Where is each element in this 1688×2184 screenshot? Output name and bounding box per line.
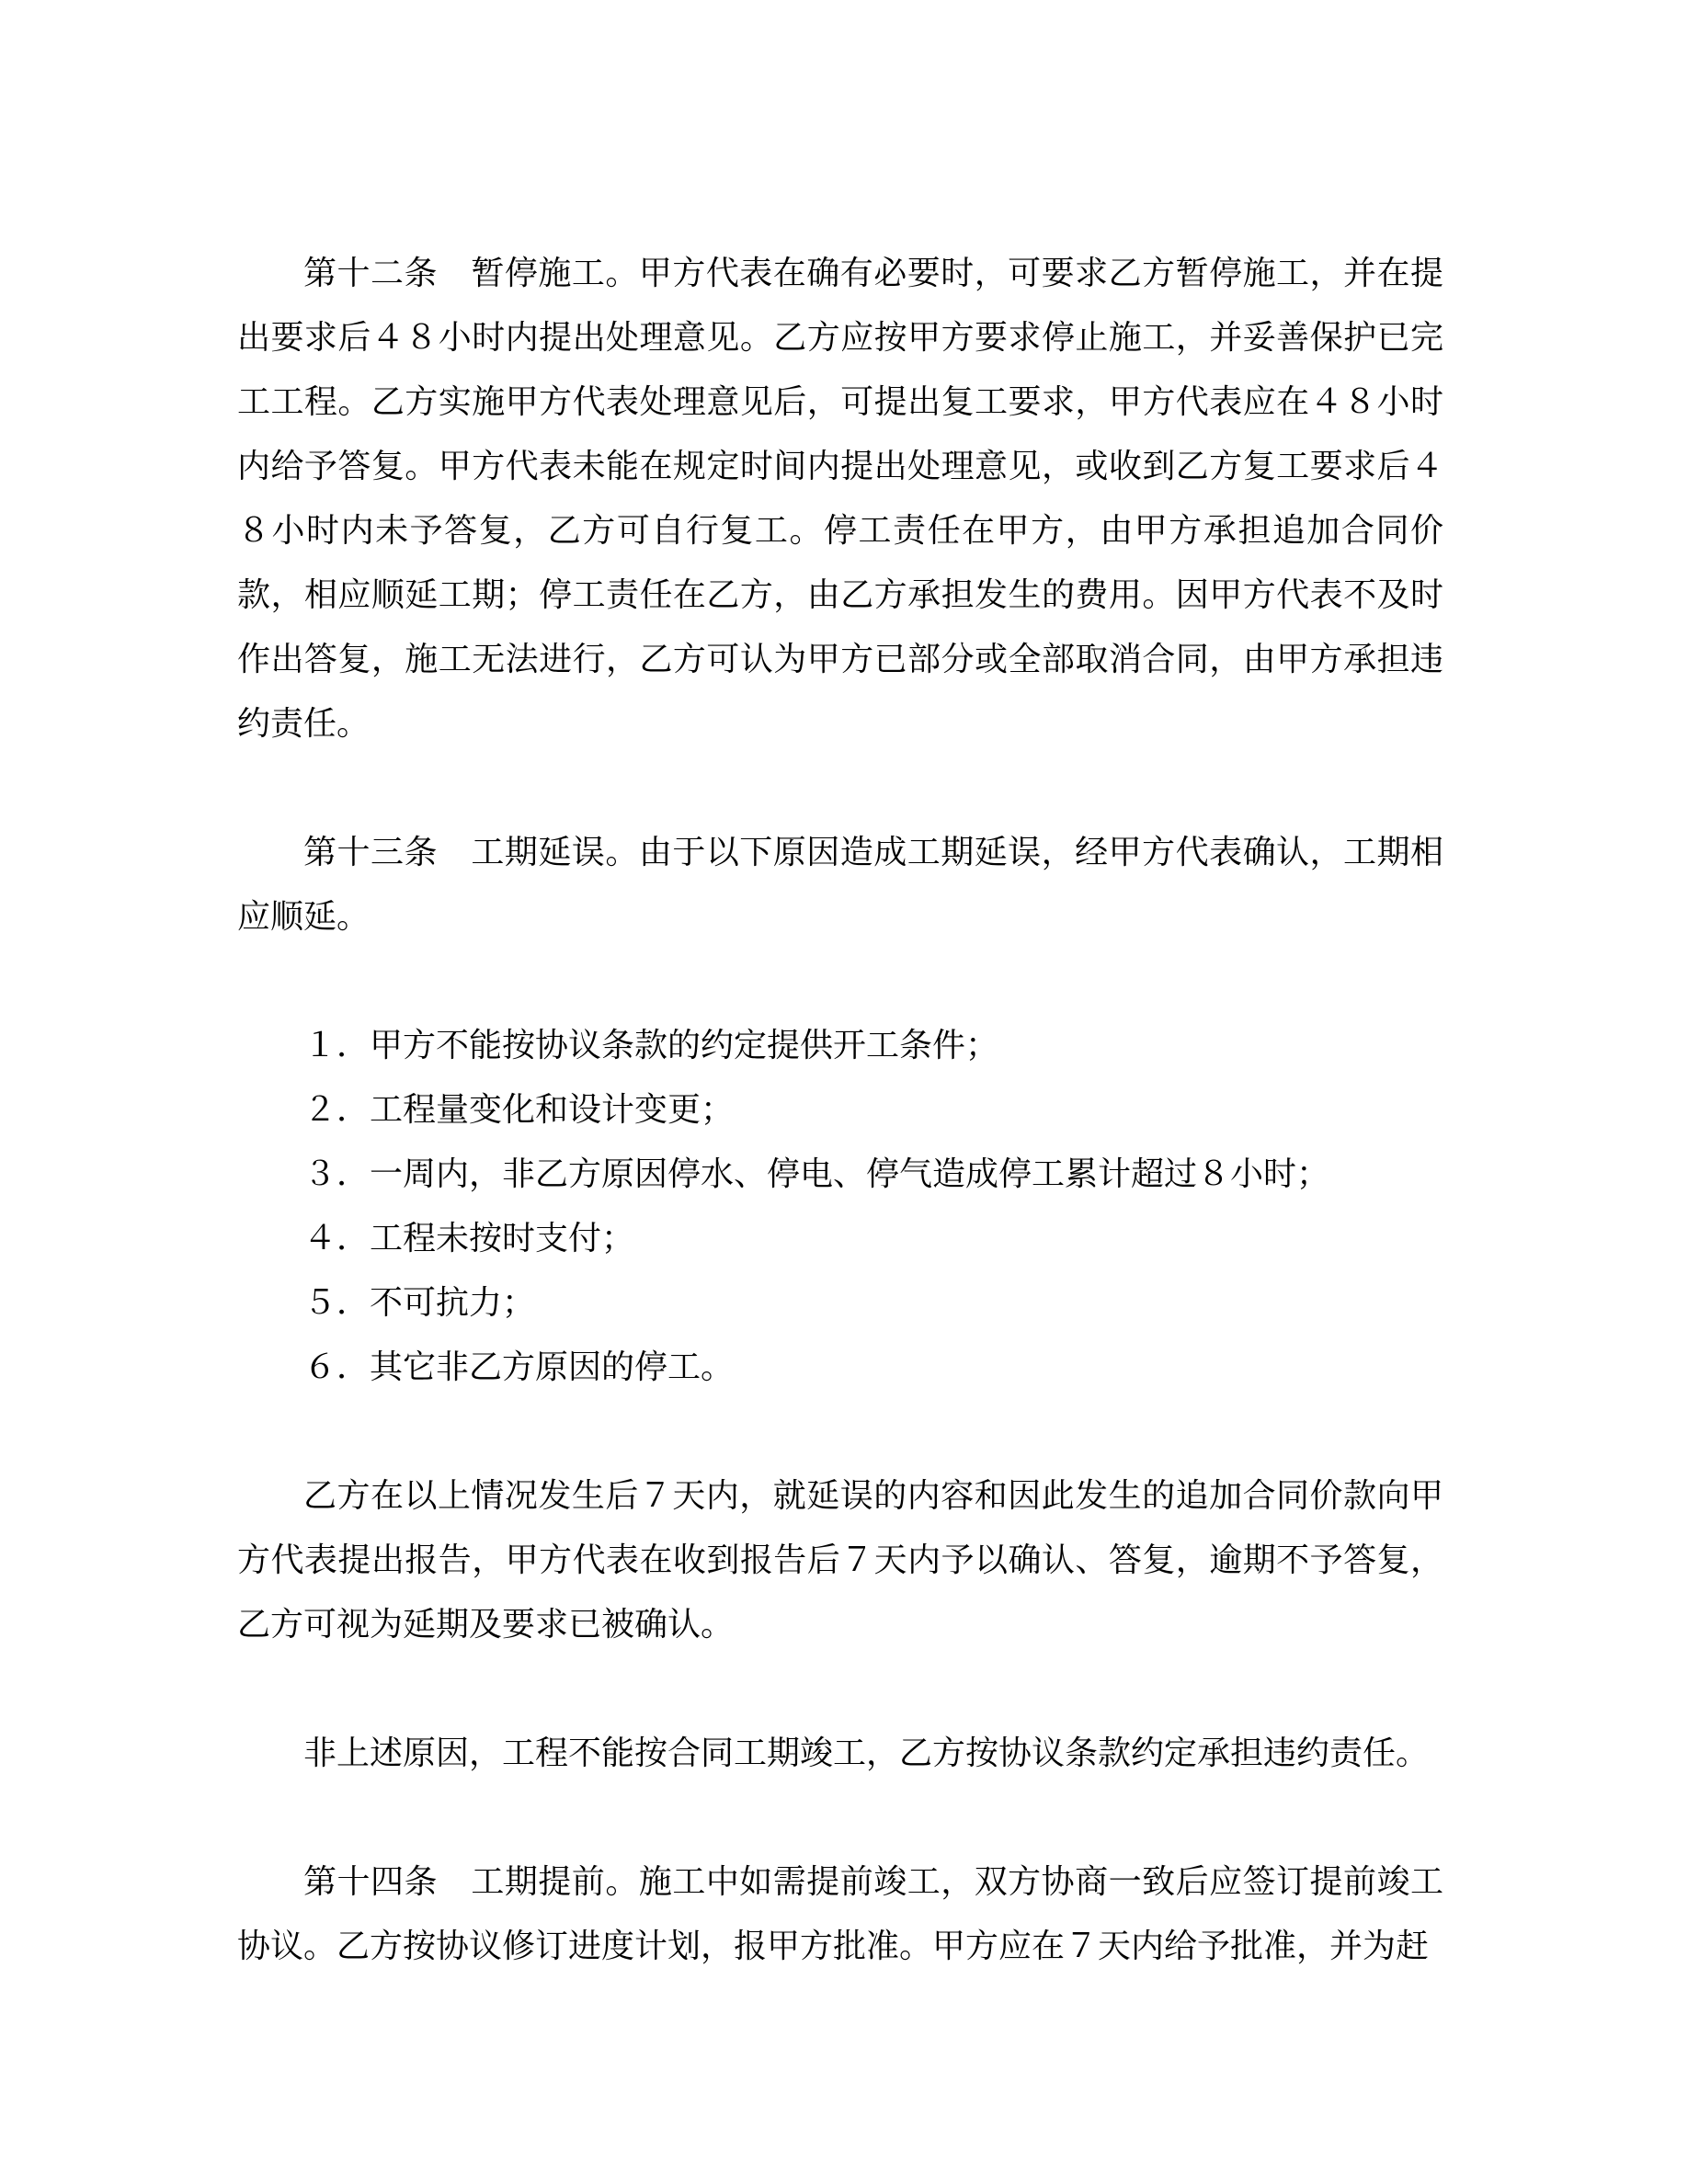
document-content	[237, 241, 1443, 1978]
paragraph-breach-liability: 非上述原因，工程不能按合同工期竣工，乙方按协议条款约定承担违约责任。	[303, 1735, 1430, 1771]
list-item-reason-6: ６．其它非乙方原因的停工。	[303, 1348, 735, 1385]
paragraph-article-12-suspension: 第十二条 暂停施工。甲方代表在确有必要时，可要求乙方暂停施工，并在提出要求后４８小时内提出处理意见。乙方应按甲方要求停止施工，并妥善保护已完工工程。乙方实施甲方代表处理意见后，可提出复工要求，甲方代表应在４８小时内给予答复。甲方代表未能在规定时间内提出处理意见，或收到乙方复工要求后４８小时内未予答复，乙方可自行复工。停工责任在甲方，由甲方承担追加合同价款，相应顺延工期；停工责任在乙方，由乙方承担发生的费用。因甲方代表不及时作出答复，施工无法进行，乙方可认为甲方已部分或全部取消合同，由甲方承担违约责任。	[237, 255, 1443, 742]
list-item-reason-1: １．甲方不能按协议条款的约定提供开工条件；	[303, 1027, 999, 1064]
paragraph-article-13-delay-intro: 第十三条 工期延误。由于以下原因造成工期延误，经甲方代表确认，工期相应顺延。	[237, 834, 1443, 935]
list-item-reason-5: ５．不可抗力；	[303, 1284, 536, 1321]
delay-reasons-list	[237, 1013, 1443, 1399]
list-item-reason-2: ２．工程量变化和设计变更；	[303, 1091, 735, 1128]
paragraph-article-14-early-completion: 第十四条 工期提前。施工中如需提前竣工，双方协商一致后应签订提前竣工协议。乙方按协议修订进度计划，报甲方批准。甲方应在７天内给予批准，并为赶	[237, 1863, 1443, 1964]
list-item-reason-4: ４．工程未按时支付；	[303, 1220, 635, 1257]
paragraph-delay-report: 乙方在以上情况发生后７天内，就延误的内容和因此发生的追加合同价款向甲方代表提出报告，甲方代表在收到报告后７天内予以确认、答复，逾期不予答复，乙方可视为延期及要求已被确认。	[237, 1477, 1443, 1643]
list-item-reason-3: ３．一周内，非乙方原因停水、停电、停气造成停工累计超过８小时；	[303, 1155, 1330, 1192]
